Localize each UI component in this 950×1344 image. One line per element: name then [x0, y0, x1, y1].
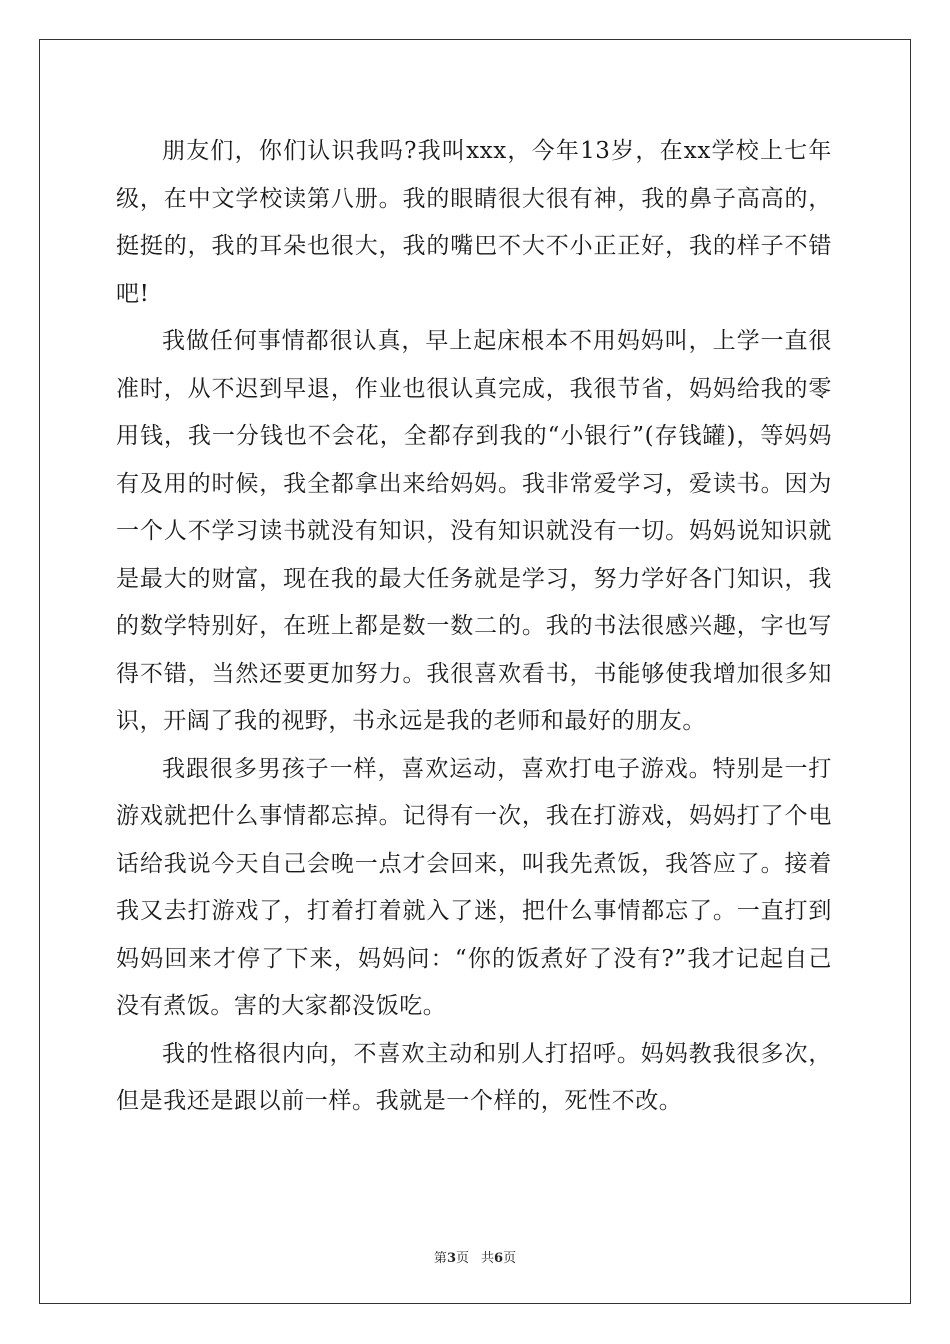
document-body [116, 128, 832, 1126]
paragraph-4: 我的性格很内向，不喜欢主动和别人打招呼。妈妈教我很多次，但是我还是跟以前一样。我就是一个样的，死性不改。 [116, 1040, 832, 1114]
page-number: 第3页 [433, 1251, 469, 1266]
page-total: 共6页 [481, 1251, 517, 1266]
paragraph-1: 朋友们，你们认识我吗?我叫xxx，今年13岁，在xx学校上七年级，在中文学校读第八册。我的眼睛很大很有神，我的鼻子高高的，挺挺的，我的耳朵也很大，我的嘴巴不大不小正正好，我的样子不错吧! [116, 138, 832, 307]
paragraph-3: 我跟很多男孩子一样，喜欢运动，喜欢打电子游戏。特别是一打游戏就把什么事情都忘掉。记得有一次，我在打游戏，妈妈打了个电话给我说今天自己会晚一点才会回来，叫我先煮饭，我答应了。接着我又去打游戏了，打着打着就入了迷，把什么事情都忘了。一直打到妈妈回来才停了下来，妈妈问：“你的饭煮好了没有?”我才记起自己没有煮饭。害的大家都没饭吃。 [116, 755, 832, 1019]
paragraph-2: 我做任何事情都很认真，早上起床根本不用妈妈叫，上学一直很准时，从不迟到早退，作业也很认真完成，我很节省，妈妈给我的零用钱，我一分钱也不会花，全都存到我的“小银行”(存钱罐)，等妈妈有及用的时候，我全都拿出来给妈妈。我非常爱学习，爱读书。因为一个人不学习读书就没有知识，没有知识就没有一切。妈妈说知识就是最大的财富，现在我的最大任务就是学习，努力学好各门知识，我的数学特别好，在班上都是数一数二的。我的书法很感兴趣，字也写得不错，当然还要更加努力。我很喜欢看书，书能够使我增加很多知识，开阔了我的视野，书永远是我的老师和最好的朋友。 [116, 328, 832, 734]
page-footer [0, 1247, 950, 1266]
